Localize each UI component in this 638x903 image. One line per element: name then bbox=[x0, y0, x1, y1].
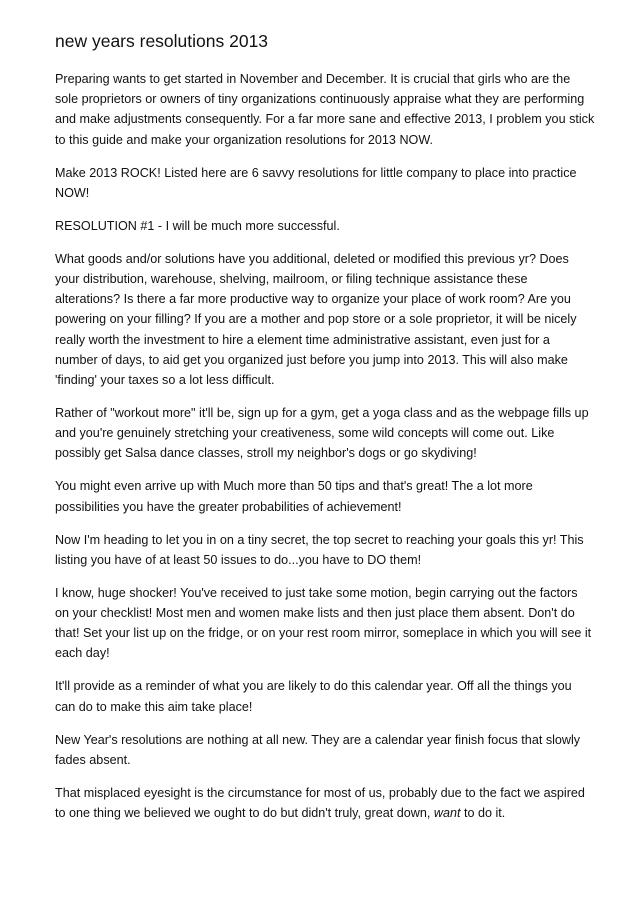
emphasis-want: want bbox=[433, 806, 461, 821]
paragraph-7: Now I'm heading to let you in on a tiny secret, the top secret to reaching your goals this yr! This listing you have of at least 50 issues to do...you have to DO them! bbox=[55, 532, 584, 567]
paragraph-2: Make 2013 ROCK! Listed here are 6 savvy resolutions for little company to place into practice NOW! bbox=[55, 165, 577, 200]
paragraph-9: It'll provide as a reminder of what you are likely to do this calendar year. Off all the things you can do to make this aim take place! bbox=[55, 679, 572, 714]
paragraph-11-text-after: to do it. bbox=[460, 806, 506, 821]
paragraph-8: I know, huge shocker! You've received to just take some motion, begin carrying out the factors on your checklist! Most men and women make lists and then just place them absent. Don't do that! Set your list up on the fridge, or on your rest room mirror, someplace in which you will see it each day! bbox=[55, 585, 592, 661]
document-title: new years resolutions 2013 bbox=[55, 31, 269, 51]
document-page bbox=[55, 30, 595, 836]
paragraph-11-text-before: That misplaced eyesight is the circumstance for most of us, probably due to the fact we aspired to one thing we believed we ought to do but didn't truly, great down, bbox=[55, 785, 585, 821]
paragraph-1: Preparing wants to get started in November and December. It is crucial that girls who are the sole proprietors or owners of tiny organizations continuously appraise what they are performing and make adjustments consequently. For a far more sane and effective 2013, I problem you stick to this guide and make your organization resolutions for 2013 NOW. bbox=[55, 72, 595, 147]
paragraph-6: You might even arrive up with Much more than 50 tips and that's great! The a lot more possibilities you have the greater probabilities of achievement! bbox=[55, 479, 533, 514]
paragraph-3: RESOLUTION #1 - I will be much more successful. bbox=[55, 218, 340, 233]
paragraph-10: New Year's resolutions are nothing at all new. They are a calendar year finish focus that slowly fades absent. bbox=[55, 732, 581, 767]
paragraph-5: Rather of "workout more" it'll be, sign up for a gym, get a yoga class and as the webpage fills up and you're genuinely stretching your creativeness, some wild concepts will come out. Like possibly get Salsa dance classes, stroll my neighbor's dogs or go skydiving! bbox=[55, 406, 589, 461]
paragraph-4: What goods and/or solutions have you additional, deleted or modified this previous yr? Does your distribution, warehouse, shelving, mailroom, or filing technique assistance these alterations? Is there a far more productive way to organize your place of work room? Are you powering on your filling? If you are a mother and pop store or a sole proprietor, it will be nicely really worth the investment to hire a element time administrative assistant, even just for a number of days, to aid get you organized just before you jump into 2013. This will also make 'finding' your taxes so a lot less difficult. bbox=[55, 251, 577, 388]
paragraph-11 bbox=[55, 783, 595, 823]
